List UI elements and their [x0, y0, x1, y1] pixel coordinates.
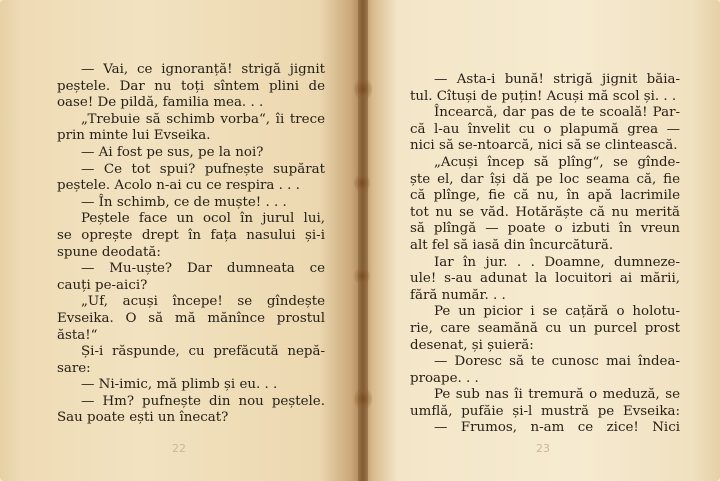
text-line: se oprește drept în fața nasului și-i — [57, 227, 325, 243]
text-line: — Ce tot spui? pufnește supărat — [81, 161, 325, 177]
binding-mark — [354, 174, 370, 192]
text-line: — Frumos, n-am ce zice! Nici — [434, 420, 680, 436]
text-line: ște el, dar își dă pe loc seama că, fie — [410, 171, 680, 187]
binding-mark — [354, 268, 370, 284]
text-line: — În schimb, ce de muște! . . . — [81, 194, 287, 210]
binding-mark — [354, 78, 372, 100]
text-line: — Asta-i bună! strigă jignit băia- — [434, 72, 680, 87]
text-line: tot nu se văd. Hotărăște că nu merită — [410, 204, 680, 220]
text-line: Iar în jur. . . Doamne, dumneze- — [434, 254, 680, 270]
text-line: fără număr. . . — [410, 287, 506, 303]
text-line: alt fel să iasă din încurcătură. — [410, 237, 614, 253]
text-line: oase! De pildă, familia mea. . . — [57, 95, 264, 111]
text-line: că plînge, fie că nu, în apă lacrimile — [410, 188, 680, 204]
text-line: „Trebuie să schimb vorba“, îi trece — [81, 111, 325, 127]
text-line: „Acuși încep să plîng“, se gînde- — [434, 154, 680, 170]
right-page — [362, 0, 720, 481]
text-line: peștele. Acolo n-ai cu ce respira . . . — [57, 178, 300, 194]
text-line: peștele. Dar nu toți sîntem plini de — [57, 78, 325, 94]
text-line: — Hm? pufnește din nou peștele. — [81, 393, 325, 409]
text-line: — Mu-uște? Dar dumneata ce — [81, 261, 325, 277]
text-line: proape. . . — [410, 370, 479, 386]
left-page-text — [57, 62, 325, 427]
binding-mark — [354, 388, 372, 410]
text-line: — Vai, ce ignoranță! strigă jignit — [81, 62, 325, 77]
text-line: Pe un picior i se cațără o holotu- — [434, 304, 680, 320]
text-line: Încearcă, dar pas de te scoală! Par- — [434, 105, 680, 121]
text-line: tul. Cîtuși de puțin! Acuși mă scol și. . . — [410, 88, 677, 104]
text-line: Și-i răspunde, cu prefăcută nepă- — [81, 344, 325, 360]
text-line: cauți pe-aici? — [57, 277, 148, 293]
right-page-number: 23 — [536, 442, 550, 455]
text-line: rie, care seamănă cu un purcel prost — [410, 320, 680, 336]
text-line: spune deodată: — [57, 244, 161, 260]
text-line: nici să se-ntoarcă, nici să se clintească. — [410, 138, 678, 154]
text-line: ăsta!“ — [57, 327, 98, 343]
left-page-number: 22 — [172, 442, 186, 455]
text-line: sare: — [57, 360, 91, 376]
text-line: — Doresc să te cunosc mai îndea- — [434, 354, 680, 370]
text-line: „Uf, acuși începe! se gîndește — [81, 294, 325, 310]
text-line: să plîngă — poate o izbuti în vreun — [410, 221, 680, 237]
text-line: — Ai fost pe sus, pe la noi? — [81, 144, 264, 160]
text-line: prin minte lui Evseika. — [57, 128, 211, 144]
right-page-text — [410, 72, 680, 437]
text-line: că l-au învelit cu o plapumă grea — — [410, 121, 680, 137]
text-line: umflă, pufăie și-l mustră pe Evseika: — [410, 403, 680, 419]
text-line: — Ni-imic, mă plimb și eu. . . — [81, 377, 278, 393]
text-line: Pe sub nas îi tremură o meduză, se — [434, 387, 680, 403]
text-line: ule! s-au adunat la locuitori ai mării, — [410, 271, 680, 287]
text-line: Peștele face un ocol în jurul lui, — [81, 211, 325, 227]
text-line: Evseika. O să mă mănînce prostul — [57, 310, 325, 326]
text-line: Sau poate ești un înecat? — [57, 410, 229, 426]
text-line: desenat, și șuieră: — [410, 337, 534, 353]
